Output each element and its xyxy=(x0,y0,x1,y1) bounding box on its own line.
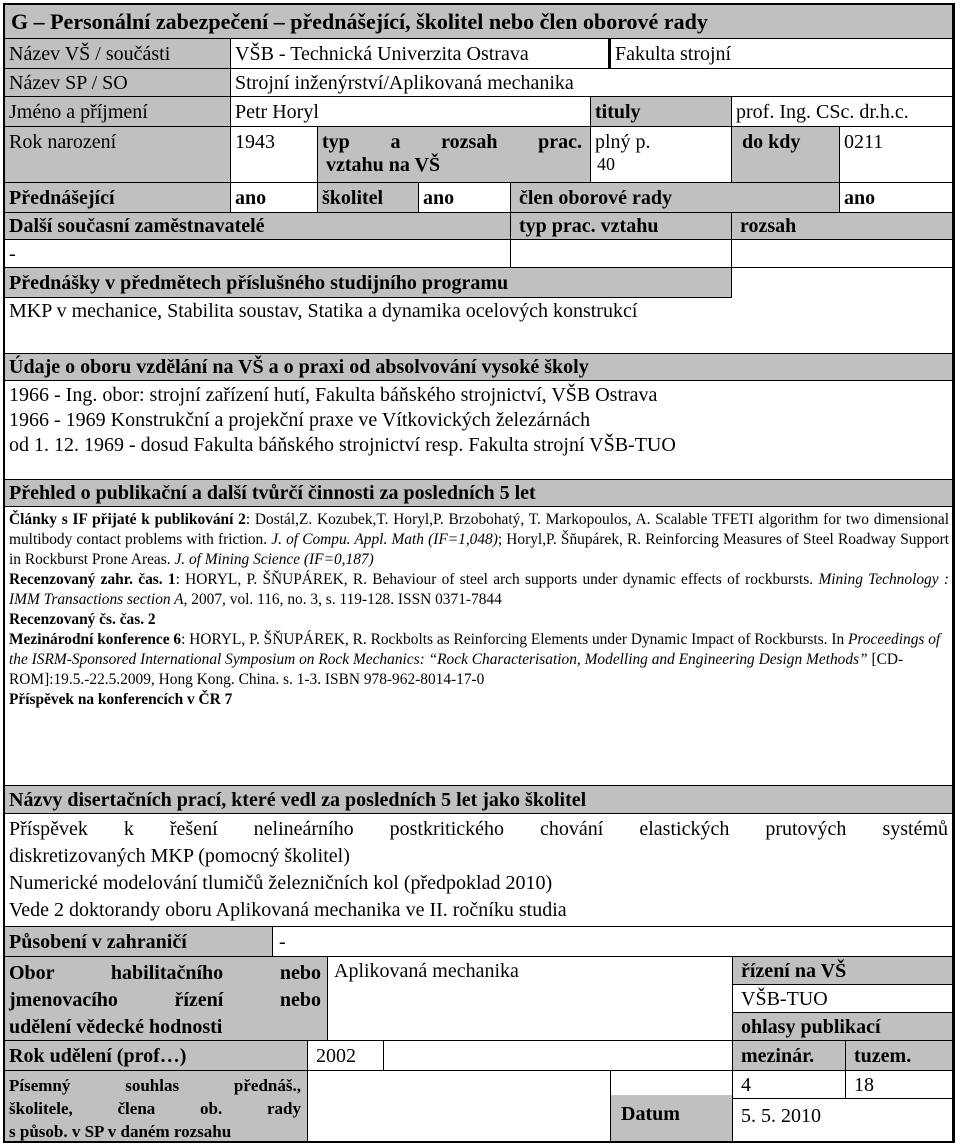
dissertation-1-line-1: Příspěvek k řešení nelineárního postkritického chování elastických prutových systémů xyxy=(9,818,948,840)
publications-reviewed-cs-label: Recenzovaný čs. čas. 2 xyxy=(9,611,156,628)
year-label: Rok udělení (prof…) xyxy=(5,1041,308,1071)
signature-field xyxy=(308,1071,611,1143)
lectures-heading-spacer xyxy=(732,268,953,298)
employment-type-value-line1: plný p. xyxy=(595,131,651,153)
publications-conference-label: Mezinárodní konference 6 xyxy=(9,631,182,648)
date-label: Datum xyxy=(611,1095,733,1143)
abroad-label: Působení v zahraničí xyxy=(5,927,273,957)
board-label: člen oborové rady xyxy=(511,183,840,213)
until-value: 0211 xyxy=(840,127,953,183)
vs-label: Název VŠ / součásti xyxy=(5,39,231,69)
domestic-label: tuzem. xyxy=(846,1041,953,1071)
sp-label: Název SP / SO xyxy=(5,69,231,97)
publications-if-label: Články s IF přijaté k publikování 2 xyxy=(9,511,246,528)
habilitation-label xyxy=(5,957,328,1041)
supervisor-label: školitel xyxy=(318,183,419,213)
publications-conference-proceedings: Proceedings of the ISRM-Sponsored International Symposium on Rock Mechanics: “Rock Characterisation, Modelling and Engineering Design Methods” xyxy=(9,631,941,668)
publications-reviewed-text-1: : HORYL, P. ŠŇUPÁREK, R. Behaviour of steel arch supports under dynamic effects of rockbursts. xyxy=(175,571,819,588)
citations-label: ohlasy publikací xyxy=(733,1013,953,1041)
birth-value: 1943 xyxy=(231,127,318,183)
dissertation-2: Numerické modelování tlumičů železničních kol (předpoklad 2010) xyxy=(9,872,553,894)
birth-label: Rok narození xyxy=(5,127,231,183)
habilitation-label-line-2: jmenovacího řízení nebo xyxy=(9,989,321,1011)
publications-conference-text-1: : HORYL, P. ŠŇUPÁREK, R. Rockbolts as Reinforcing Elements under Dynamic Impact of Rockbursts. In xyxy=(181,631,849,648)
education-text xyxy=(5,381,953,480)
abroad-value: - xyxy=(273,927,953,957)
publications-if-journal-1: J. of Compu. Appl. Math (IF=1,048) xyxy=(271,531,498,548)
lectures-heading: Přednášky v předmětech příslušného studijního programu xyxy=(5,268,732,298)
titles-value: prof. Ing. CSc. dr.h.c. xyxy=(732,97,953,127)
employment-relation-value xyxy=(511,240,732,268)
faculty-value: Fakulta strojní xyxy=(611,39,953,69)
publications-cr-label: Příspěvek na konferencích v ČR 7 xyxy=(9,691,233,708)
consent-label-line-1: Písemný souhlas přednáš., xyxy=(9,1076,301,1095)
form-title: G – Personální zabezpečení – přednášející, školitel nebo člen oborové rady xyxy=(5,5,953,39)
publications-reviewed xyxy=(9,570,949,610)
publications-heading: Přehled o publikační a další tvůrčí činnosti za posledních 5 let xyxy=(5,480,953,507)
education-line-2: 1966 - 1969 Konstrukční a projekční praxe ve Vítkovických železárnách xyxy=(9,409,591,431)
international-label: mezinár. xyxy=(733,1041,846,1071)
habilitation-label-line-3: udělení vědecké hodnosti xyxy=(9,1016,223,1038)
consent-label xyxy=(5,1071,308,1143)
employment-type-label-line1: typ a rozsah prac. xyxy=(322,131,582,153)
publications-reviewed-label: Recenzovaný zahr. čas. 1 xyxy=(9,571,176,588)
habilitation-label-line-1: Obor habilitačního nebo xyxy=(9,962,321,984)
publications-reviewed-cs xyxy=(9,610,949,630)
extent-label: rozsah xyxy=(732,213,953,240)
year-value: 2002 xyxy=(308,1041,384,1071)
dissertation-1-line-2: diskretizovaných MKP (pomocný školitel) xyxy=(9,845,350,867)
titles-label: tituly xyxy=(591,97,732,127)
date-label-top xyxy=(611,1071,733,1095)
dissertation-3: Vede 2 doktorandy oboru Aplikovaná mechanika ve II. ročníku studia xyxy=(9,899,567,921)
dissertations-body xyxy=(5,814,953,927)
publications-body xyxy=(5,507,953,786)
vs-value: VŠB - Technická Univerzita Ostrava xyxy=(231,39,611,69)
education-heading: Údaje o oboru vzdělání na VŠ a o praxi od absolvování vysoké školy xyxy=(5,354,953,381)
name-value: Petr Horyl xyxy=(231,97,591,127)
employment-type-value-line2: 40 xyxy=(597,154,615,174)
until-label: do kdy xyxy=(732,127,840,183)
lecturer-label: Přednášející xyxy=(5,183,231,213)
date-value: 5. 5. 2010 xyxy=(733,1099,953,1143)
publications-conference-text-2: [CD-ROM]:19.5.-22.5.2009, Hong Kong. China. s. 1-3. ISBN 978-962-8014-17-0 xyxy=(9,651,904,688)
lecturer-value: ano xyxy=(231,183,318,213)
consent-label-line-3: s působ. v SP v daném rozsahu xyxy=(9,1122,232,1141)
dissertations-heading: Názvy disertačních prací, které vedl za posledních 5 let jako školitel xyxy=(5,786,953,814)
employment-relation-label: typ prac. vztahu xyxy=(511,213,732,240)
employers-label: Další současní zaměstnavatelé xyxy=(5,213,511,240)
publications-reviewed-journal: Mining Technology : IMM Transactions section A xyxy=(9,571,949,608)
personnel-form xyxy=(3,3,955,1143)
lectures-text: MKP v mechanice, Stabilita soustav, Statika a dynamika ocelových konstrukcí xyxy=(5,298,953,354)
procedure-value: VŠB-TUO xyxy=(733,985,953,1013)
employment-type-label xyxy=(318,127,591,183)
supervisor-value: ano xyxy=(419,183,511,213)
sp-value: Strojní inženýrství/Aplikovaná mechanika xyxy=(231,69,953,97)
name-label: Jméno a příjmení xyxy=(5,97,231,127)
education-line-3: od 1. 12. 1969 - dosud Fakulta báňského strojnictví resp. Fakulta strojní VŠB-TUO xyxy=(9,434,676,456)
board-value: ano xyxy=(840,183,953,213)
habilitation-value: Aplikovaná mechanika xyxy=(328,957,733,1041)
publications-if-text-2: ; Horyl,P. Šňupárek, R. Reinforcing Measures of Steel Roadway Support in Rockburst Prone Areas. xyxy=(9,531,949,568)
publications-conference xyxy=(9,630,949,690)
education-line-1: 1966 - Ing. obor: strojní zařízení hutí, Fakulta báňského strojnictví, VŠB Ostrava xyxy=(9,384,658,406)
publications-cr xyxy=(9,690,949,710)
extent-value xyxy=(732,240,953,268)
employment-type-value xyxy=(591,127,732,183)
publications-if-text-1: : Dostál,Z. Kozubek,T. Horyl,P. Brzobohatý, T. Markopoulos, A. Scalable TFETI algorithm for two dimensional multibody contact problems with friction. xyxy=(9,511,949,548)
employment-type-label-line2: vztahu na VŠ xyxy=(326,154,441,176)
consent-label-line-2: školitele, člena ob. rady xyxy=(9,1099,301,1118)
publications-if xyxy=(9,510,949,570)
domestic-value: 18 xyxy=(846,1071,953,1099)
publications-if-journal-2: J. of Mining Science (IF=0,187) xyxy=(174,551,374,568)
procedure-label: řízení na VŠ xyxy=(733,957,953,985)
international-value: 4 xyxy=(733,1071,846,1099)
publications-reviewed-text-2: , 2007, vol. 116, no. 3, s. 119-128. ISSN 0371-7844 xyxy=(183,591,502,608)
year-spacer xyxy=(384,1041,733,1071)
employers-value: - xyxy=(5,240,511,268)
